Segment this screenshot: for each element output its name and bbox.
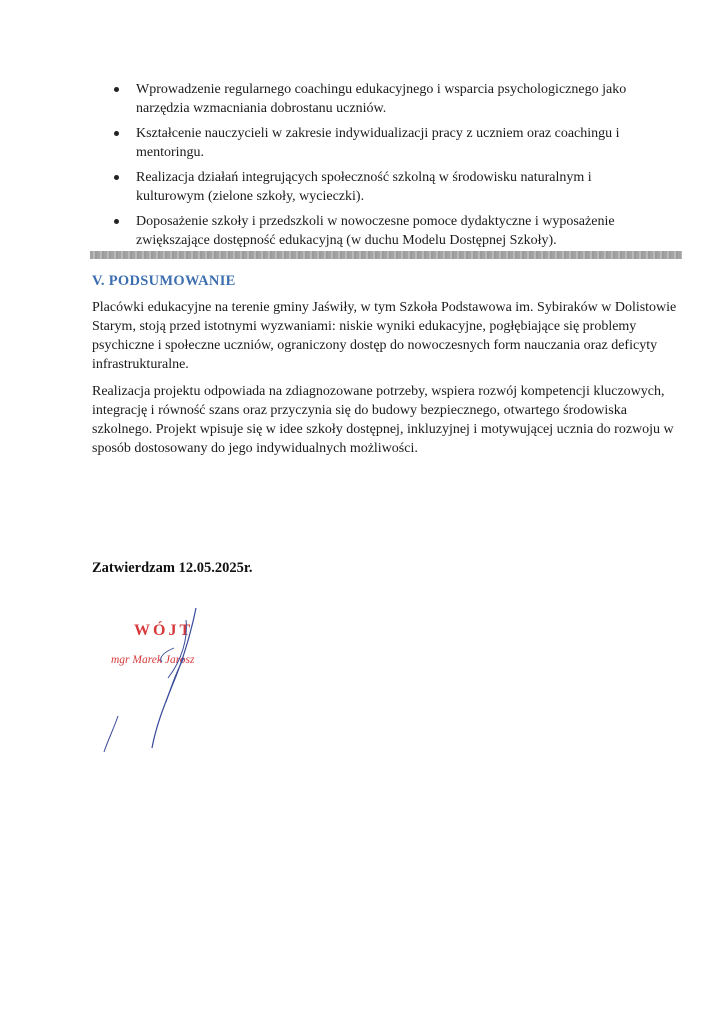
list-item (112, 124, 652, 162)
signature-icon (88, 598, 228, 758)
bullet-text: Wprowadzenie regularnego coachingu edukacyjnego i wsparcia psychologicznego jako narzędzia wzmacniania dobrostanu uczniów. (136, 82, 627, 116)
bullet-icon (114, 131, 119, 136)
list-item (112, 80, 652, 118)
list-item (112, 212, 652, 250)
stamp-name: mgr Marek Jarosz (111, 654, 195, 666)
bullet-icon (114, 219, 119, 224)
bullet-list (112, 80, 652, 256)
approval-line: Zatwierdzam 12.05.2025r. (92, 560, 253, 576)
summary-paragraph-1: Placówki edukacyjne na terenie gminy Jaświły, w tym Szkoła Podstawowa im. Sybiraków w Dolistowie Starym, stoją przed istotnymi wyzwaniami: niskie wyniki edukacyjne, pogłębiające się problemy psychiczne i społeczne uczniów, ograniczony dostęp do nowoczesnych form nauczania oraz deficyty infrastrukturalne. (92, 300, 677, 372)
section-heading: V. PODSUMOWANIE (92, 273, 236, 289)
bullet-text: Kształcenie nauczycieli w zakresie indywidualizacji pracy z uczniem oraz coachingu i mentoringu. (136, 126, 620, 160)
list-item (112, 168, 652, 206)
summary-paragraph-2: Realizacja projektu odpowiada na zdiagnozowane potrzeby, wspiera rozwój kompetencji kluczowych, integrację i równość szans oraz przyczynia się do budowy bezpiecznego, otwartego środowiska szkolnego. Projekt wpisuje się w idee szkoły dostępnej, inkluzyjnej i motywującej ucznia do rozwoju w sposób dostosowany do jego indywidualnych możliwości. (92, 384, 674, 456)
section-divider (90, 251, 682, 259)
bullet-text: Doposażenie szkoły i przedszkoli w nowoczesne pomoce dydaktyczne i wyposażenie zwiększające dostępność edukacyjną (w duchu Modelu Dostępnej Szkoły). (136, 214, 615, 248)
bullet-text: Realizacja działań integrujących społeczność szkolną w środowisku naturalnym i kulturowym (zielone szkoły, wycieczki). (136, 170, 592, 204)
bullet-icon (114, 87, 119, 92)
bullet-icon (114, 175, 119, 180)
stamp-title: WÓJT (134, 622, 194, 639)
